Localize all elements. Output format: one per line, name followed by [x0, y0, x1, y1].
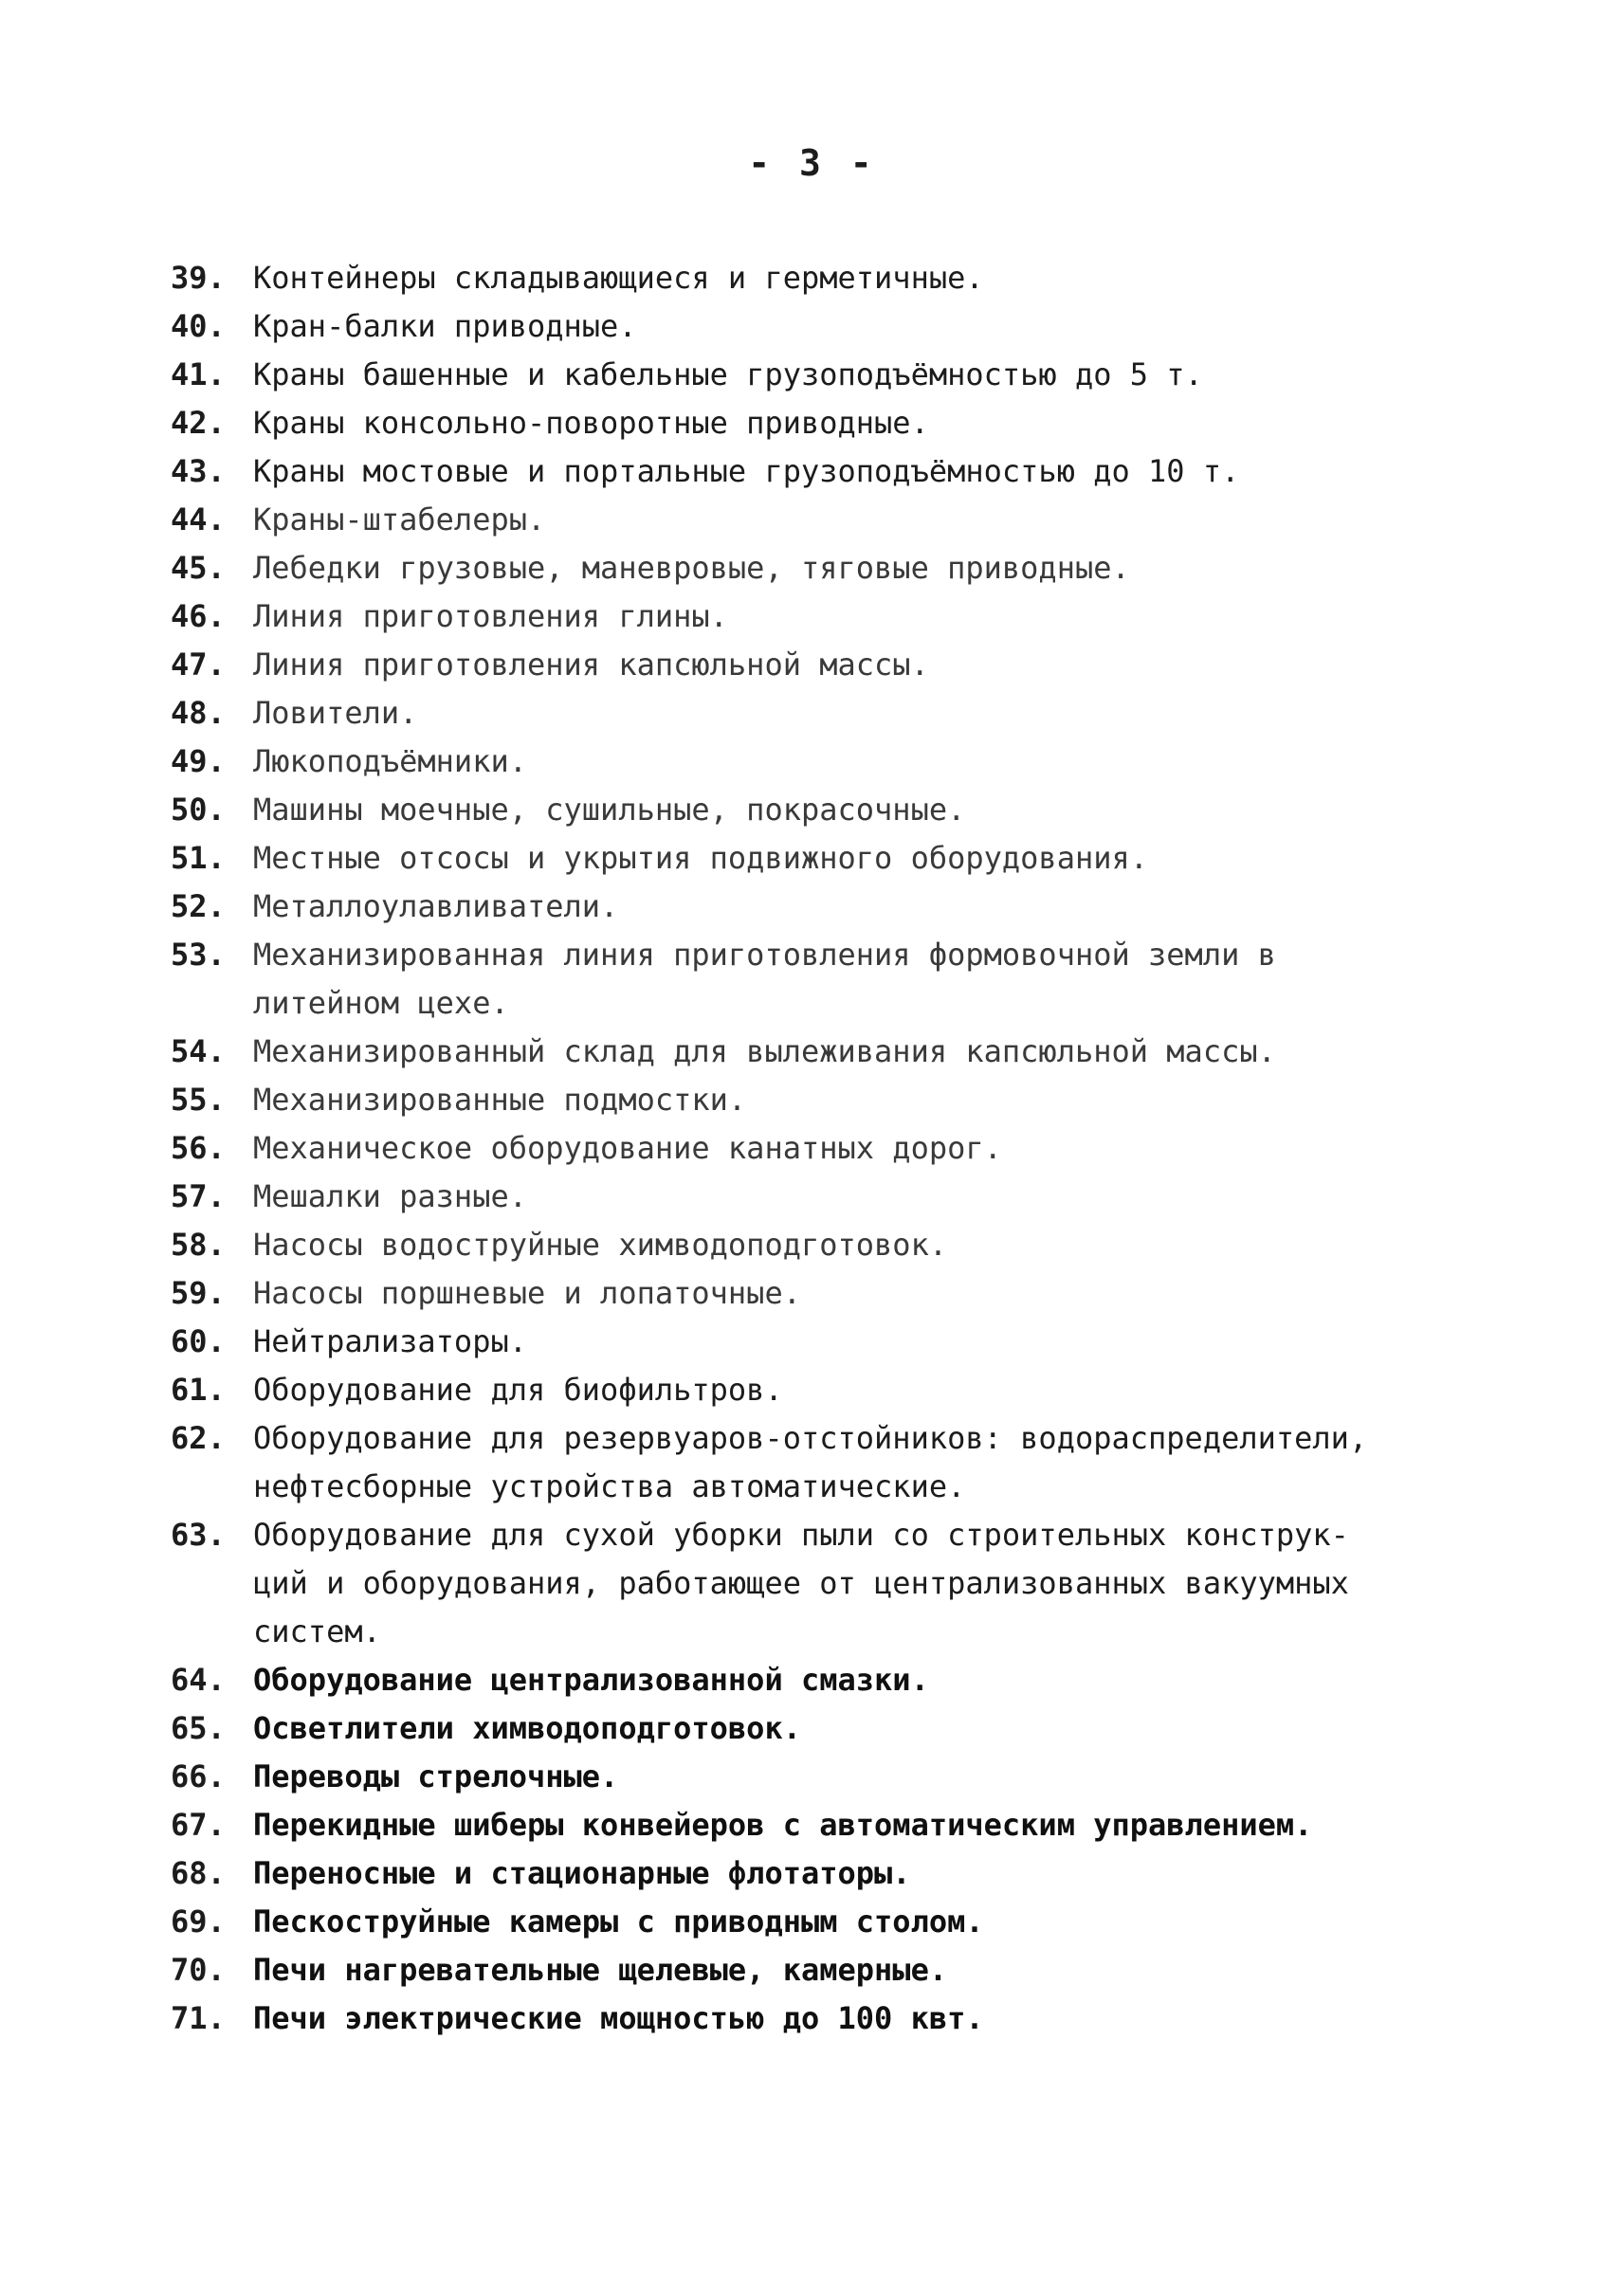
list-item — [171, 689, 1460, 738]
item-number: 46. — [171, 598, 226, 634]
list-item — [171, 1801, 1460, 1849]
list-item — [171, 1173, 1460, 1221]
item-text: Насосы поршневые и лопаточные. — [253, 1275, 801, 1311]
item-text: Оборудование централизованной смазки. — [253, 1662, 929, 1698]
list-item — [171, 447, 1460, 496]
list-item — [171, 351, 1460, 399]
item-text: Перекидные шиберы конвейеров с автоматическим управлением. — [253, 1807, 1313, 1843]
item-text: Кран-балки приводные. — [253, 308, 637, 344]
item-text: Оборудование для биофильтров. — [253, 1372, 783, 1408]
list-item — [171, 883, 1460, 931]
item-text: Линия приготовления глины. — [253, 598, 728, 634]
list-item — [171, 1318, 1460, 1366]
list-item — [171, 254, 1460, 302]
list-item — [171, 1221, 1460, 1269]
list-item — [171, 1656, 1460, 1704]
list-item — [171, 399, 1460, 447]
item-number: 52. — [171, 888, 226, 924]
item-number: 39. — [171, 260, 226, 296]
item-number: 53. — [171, 937, 226, 973]
item-number: 44. — [171, 501, 226, 537]
item-text: Местные отсосы и укрытия подвижного оборудования. — [253, 840, 1149, 876]
item-text: Линия приготовления капсюльной массы. — [253, 647, 929, 683]
item-number: 57. — [171, 1178, 226, 1214]
item-text: Печи электрические мощностью до 100 квт. — [253, 2000, 984, 2036]
item-text: Пескоструйные камеры с приводным столом. — [253, 1903, 984, 1940]
item-text: Переводы стрелочные. — [253, 1758, 619, 1794]
item-text: Краны консольно-поворотные приводные. — [253, 405, 929, 441]
item-number: 55. — [171, 1082, 226, 1118]
list-item — [171, 302, 1460, 351]
item-number: 58. — [171, 1227, 226, 1263]
list-item — [171, 544, 1460, 592]
item-number: 67. — [171, 1807, 226, 1843]
item-text: Оборудование для резервуаров-отстойников: водораспределители, нефтесборные устройства автоматические. — [253, 1420, 1368, 1504]
list-item — [171, 1849, 1460, 1898]
item-number: 48. — [171, 695, 226, 731]
item-text: Печи нагревательные щелевые, камерные. — [253, 1952, 948, 1988]
list-item — [171, 786, 1460, 834]
page-number: - 3 - — [748, 142, 876, 184]
list-item — [171, 1753, 1460, 1801]
item-number: 60. — [171, 1323, 226, 1359]
item-number: 61. — [171, 1372, 226, 1408]
item-number: 40. — [171, 308, 226, 344]
item-number: 47. — [171, 647, 226, 683]
item-number: 65. — [171, 1710, 226, 1746]
list-item — [171, 1076, 1460, 1124]
item-text: Переносные и стационарные флотаторы. — [253, 1855, 911, 1891]
item-text: Краны башенные и кабельные грузоподъёмностью до 5 т. — [253, 356, 1203, 392]
list-item — [171, 1028, 1460, 1076]
item-text: Насосы водоструйные химводоподготовок. — [253, 1227, 948, 1263]
list-item — [171, 738, 1460, 786]
item-number: 56. — [171, 1130, 226, 1166]
list-item — [171, 1704, 1460, 1753]
item-text: Мешалки разные. — [253, 1178, 527, 1214]
list-item — [171, 1414, 1460, 1511]
list-item — [171, 1511, 1460, 1656]
item-text: Контейнеры складывающиеся и герметичные. — [253, 260, 984, 296]
list-item — [171, 1366, 1460, 1414]
item-number: 63. — [171, 1517, 226, 1553]
list-item — [171, 1124, 1460, 1173]
item-text: Механическое оборудование канатных дорог. — [253, 1130, 1002, 1166]
item-number: 68. — [171, 1855, 226, 1891]
item-text: Машины моечные, сушильные, покрасочные. — [253, 792, 966, 828]
item-text: Ловители. — [253, 695, 418, 731]
item-number: 62. — [171, 1420, 226, 1456]
equipment-list — [171, 254, 1460, 2043]
item-number: 43. — [171, 453, 226, 489]
item-text: Оборудование для сухой уборки пыли со строительных конструк- ций и оборудования, работающее от централизованных вакуумных систем. — [253, 1517, 1349, 1649]
item-text: Нейтрализаторы. — [253, 1323, 527, 1359]
item-text: Механизированные подмостки. — [253, 1082, 747, 1118]
list-item — [171, 1946, 1460, 1994]
item-number: 70. — [171, 1952, 226, 1988]
item-number: 45. — [171, 550, 226, 586]
item-text: Механизированный склад для вылеживания капсюльной массы. — [253, 1033, 1276, 1069]
item-number: 66. — [171, 1758, 226, 1794]
list-item — [171, 1898, 1460, 1946]
item-number: 69. — [171, 1903, 226, 1940]
item-number: 71. — [171, 2000, 226, 2036]
item-number: 64. — [171, 1662, 226, 1698]
list-item — [171, 592, 1460, 641]
item-number: 42. — [171, 405, 226, 441]
list-item — [171, 641, 1460, 689]
item-number: 41. — [171, 356, 226, 392]
item-text: Краны-штабелеры. — [253, 501, 546, 537]
item-number: 49. — [171, 743, 226, 779]
item-number: 50. — [171, 792, 226, 828]
list-item — [171, 834, 1460, 883]
item-text: Металлоулавливатели. — [253, 888, 619, 924]
list-item — [171, 931, 1460, 1028]
item-number: 54. — [171, 1033, 226, 1069]
item-number: 51. — [171, 840, 226, 876]
item-text: Механизированная линия приготовления формовочной земли в литейном цехе. — [253, 937, 1276, 1021]
item-text: Люкоподъёмники. — [253, 743, 527, 779]
item-text: Осветлители химводоподготовок. — [253, 1710, 801, 1746]
item-text: Краны мостовые и портальные грузоподъёмностью до 10 т. — [253, 453, 1240, 489]
item-number: 59. — [171, 1275, 226, 1311]
list-item — [171, 1994, 1460, 2043]
list-item — [171, 496, 1460, 544]
list-item — [171, 1269, 1460, 1318]
item-text: Лебедки грузовые, маневровые, тяговые приводные. — [253, 550, 1130, 586]
